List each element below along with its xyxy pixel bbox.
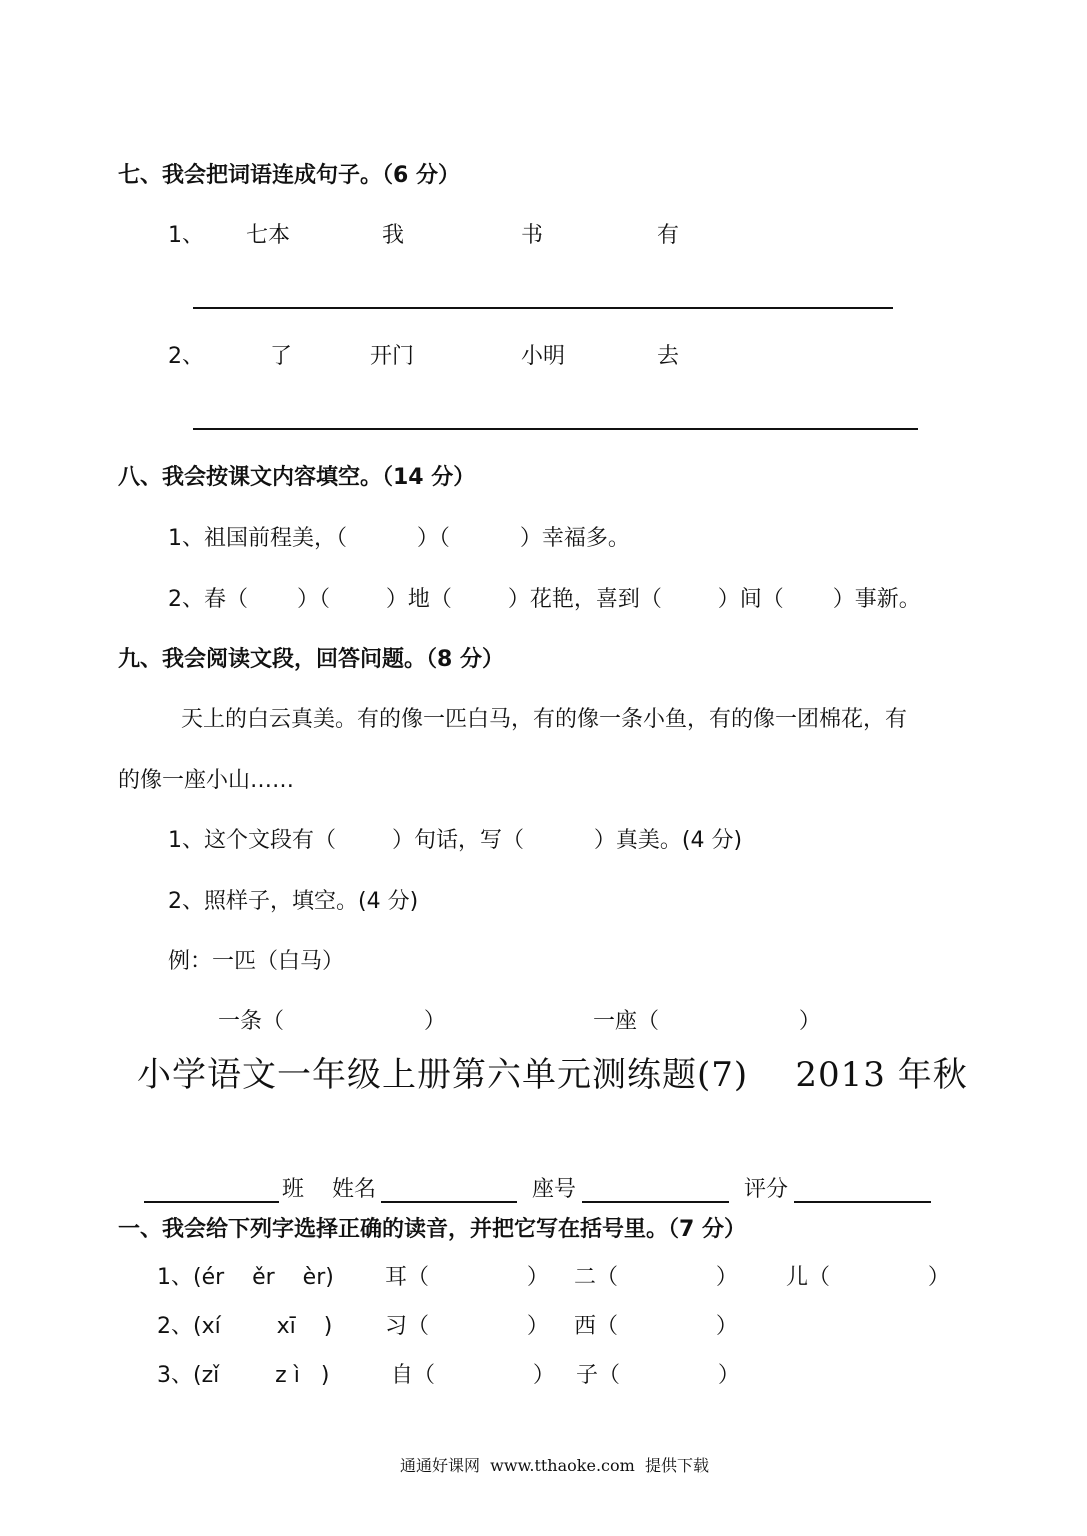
class-field[interactable]	[144, 1201, 279, 1203]
q7-2-word: 去	[657, 344, 680, 369]
q7-2-word: 小明	[521, 344, 566, 369]
char-blank: 儿（ ）	[786, 1265, 950, 1290]
answer-line-q7-1[interactable]	[193, 307, 893, 309]
section-7-heading: 七、我会把词语连成句子。（6 分）	[118, 163, 460, 188]
q7-1-word: 有	[657, 223, 680, 248]
q7-2-word: 开门	[370, 344, 415, 369]
seat-field[interactable]	[582, 1201, 729, 1203]
score-label: 评分	[744, 1177, 789, 1202]
footer-source: 通通好课网 www.tthaoke.com 提供下载	[400, 1456, 709, 1475]
q7-1-word: 七本	[246, 223, 291, 248]
char-blank: 自（ ）	[391, 1363, 555, 1388]
q9-fill-1: 一条（ ）	[218, 1009, 446, 1034]
pinyin-options-row-3: 3、(zǐ z ì )	[157, 1363, 330, 1388]
name-field[interactable]	[381, 1201, 517, 1203]
char-blank: 二（ ）	[574, 1265, 738, 1290]
score-field[interactable]	[794, 1201, 931, 1203]
q7-2-number: 2、	[168, 344, 204, 369]
class-label: 班	[282, 1177, 305, 1202]
char-blank: 耳（ ）	[385, 1265, 549, 1290]
char-blank: 习（ ）	[385, 1314, 549, 1339]
pinyin-options-row-1: 1、(ér ěr èr)	[157, 1265, 334, 1290]
q9-example: 例：一匹（白马）	[168, 949, 345, 974]
q7-1-word: 我	[382, 223, 405, 248]
section-9-heading: 九、我会阅读文段，回答问题。（8 分）	[118, 647, 504, 672]
answer-line-q7-2[interactable]	[193, 428, 918, 430]
q7-1-word: 书	[521, 223, 544, 248]
char-blank: 子（ ）	[576, 1363, 740, 1388]
q8-1: 1、祖国前程美，（ ）（ ）幸福多。	[168, 526, 630, 551]
char-blank: 西（ ）	[574, 1314, 738, 1339]
passage-line-2: 的像一座小山……	[118, 768, 295, 793]
q9-fill-2: 一座（ ）	[593, 1009, 821, 1034]
seat-label: 座号	[532, 1177, 577, 1202]
q9-1: 1、这个文段有（ ）句话，写（ ）真美。(4 分)	[168, 828, 743, 853]
q8-2: 2、春（ ）（ ）地（ ）花艳，喜到（ ）间（ ）事新。	[168, 587, 921, 612]
test-title: 小学语文一年级上册第六单元测练题(7) 2013 年秋	[137, 1055, 968, 1095]
q7-1-number: 1、	[168, 223, 204, 248]
passage-line-1: 天上的白云真美。有的像一匹白马，有的像一条小鱼，有的像一团棉花，有	[181, 707, 908, 732]
section-1-heading: 一、我会给下列字选择正确的读音，并把它写在括号里。（7 分）	[118, 1217, 746, 1242]
pinyin-options-row-2: 2、(xí xī )	[157, 1314, 333, 1339]
q7-2-word: 了	[270, 344, 293, 369]
q9-2: 2、照样子，填空。(4 分)	[168, 889, 419, 914]
name-label: 姓名	[332, 1177, 377, 1202]
section-8-heading: 八、我会按课文内容填空。（14 分）	[118, 465, 476, 490]
